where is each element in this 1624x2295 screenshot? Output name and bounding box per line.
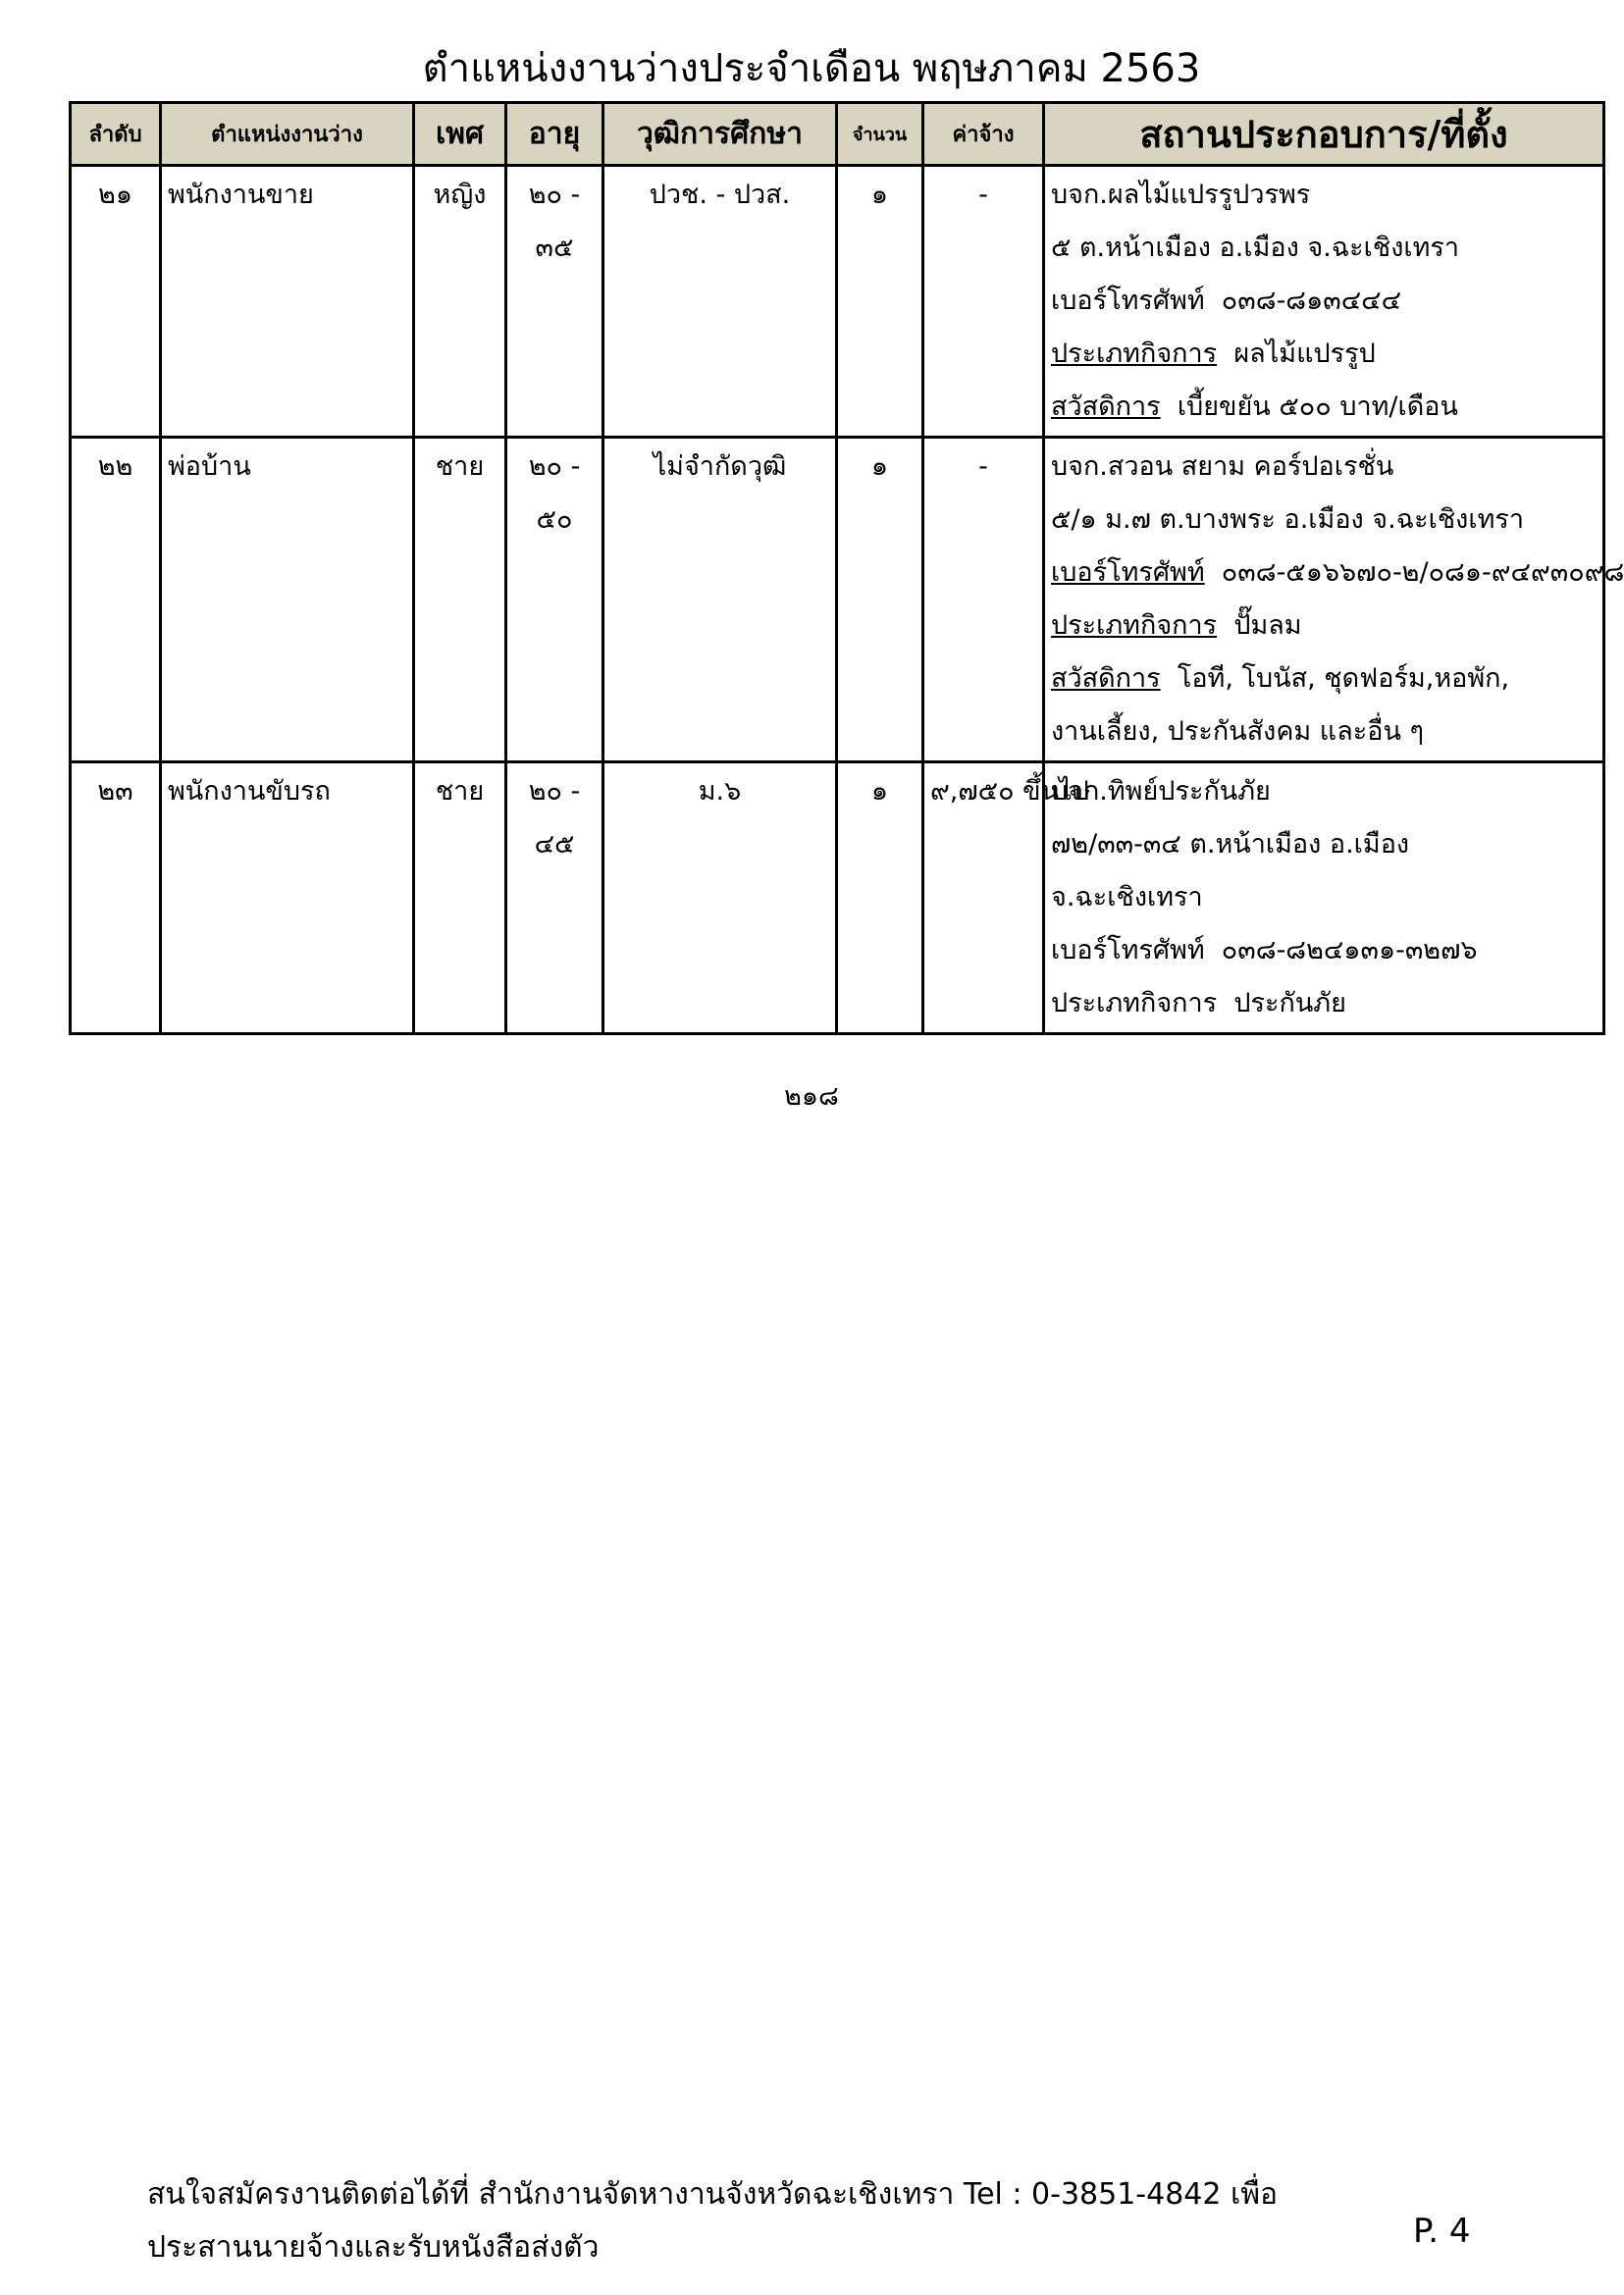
header-position: ตำแหน่งงานว่าง xyxy=(161,103,414,166)
cell-age: ๒๐ - ๓๕ xyxy=(506,166,603,438)
header-count: จำนวน xyxy=(837,103,923,166)
welfare-value: โอที, โบนัส, ชุดฟอร์ม,หอพัก, xyxy=(1177,663,1510,694)
cell-position: พนักงานขาย xyxy=(161,166,414,438)
table-row xyxy=(71,438,1604,762)
header-no: ลำดับ xyxy=(71,103,161,166)
cell-count: ๑ xyxy=(837,762,923,1034)
type-value: ผลไม้แปรรูป xyxy=(1233,339,1376,369)
cell-count: ๑ xyxy=(837,166,923,438)
company-name: บจก.สวอน สยาม คอร์ปอเรชั่น xyxy=(1051,451,1394,482)
page-label: P. 4 xyxy=(1413,2212,1471,2251)
cell-sex: ชาย xyxy=(414,762,506,1034)
type-label: ประเภทกิจการ xyxy=(1051,988,1218,1018)
cell-age: ๒๐ - ๔๕ xyxy=(506,762,603,1034)
header-sex: เพศ xyxy=(414,103,506,166)
company-address: ๗๒/๓๓-๓๔ ต.หน้าเมือง อ.เมือง xyxy=(1051,829,1410,860)
phone-value: ๐๓๘-๕๑๖๖๗๐-๒/๐๘๑-๙๔๙๓๐๙๘ xyxy=(1221,557,1624,588)
welfare-value: เบี้ยขยัน ๕๐๐ บาท/เดือน xyxy=(1177,391,1458,422)
phone-label: เบอร์โทรศัพท์ xyxy=(1051,286,1205,316)
cell-sex: หญิง xyxy=(414,166,506,438)
table-row xyxy=(71,166,1604,438)
phone-label: เบอร์โทรศัพท์ xyxy=(1051,935,1205,965)
cell-count: ๑ xyxy=(837,438,923,762)
header-company: สถานประกอบการ/ที่ตั้ง xyxy=(1044,103,1604,166)
cell-sex: ชาย xyxy=(414,438,506,762)
cell-no: ๒๓ xyxy=(71,762,161,1034)
cell-company xyxy=(1044,166,1604,438)
header-wage: ค่าจ้าง xyxy=(923,103,1044,166)
cell-no: ๒๑ xyxy=(71,166,161,438)
company-address-continued: จ.ฉะเชิงเทรา xyxy=(1051,882,1203,913)
type-label: ประเภทกิจการ xyxy=(1051,610,1218,641)
company-type xyxy=(1051,600,1597,652)
company-address: ๕/๑ ม.๗ ต.บางพระ อ.เมือง จ.ฉะเชิงเทรา xyxy=(1051,504,1525,535)
page-number: ๒๑๘ xyxy=(784,1081,839,1112)
type-label: ประเภทกิจการ xyxy=(1051,339,1218,369)
cell-position: พนักงานขับรถ xyxy=(161,762,414,1034)
company-phone xyxy=(1051,275,1597,328)
cell-wage: - xyxy=(923,438,1044,762)
page-title: ตำแหน่งงานว่างประจำเดือน พฤษภาคม 2563 xyxy=(422,46,1201,91)
cell-wage: - xyxy=(923,166,1044,438)
cell-education: ม.๖ xyxy=(603,762,837,1034)
company-address: ๕ ต.หน้าเมือง อ.เมือง จ.ฉะเชิงเทรา xyxy=(1051,233,1460,263)
company-type xyxy=(1051,977,1597,1030)
cell-company xyxy=(1044,762,1604,1034)
company-name: บจก.ทิพย์ประกันภัย xyxy=(1051,776,1271,807)
header-age: อายุ xyxy=(506,103,603,166)
company-phone xyxy=(1051,547,1624,600)
company-welfare xyxy=(1051,381,1597,434)
footer-line-2: ประสานนายจ้างและรับหนังสือส่งตัว xyxy=(147,2230,600,2265)
phone-value: ๐๓๘-๘๒๔๑๓๑-๓๒๗๖ xyxy=(1221,935,1478,965)
cell-position: พ่อบ้าน xyxy=(161,438,414,762)
footer-line-1: สนใจสมัครงานติดต่อได้ที่ สำนักงานจัดหางานจังหวัดฉะเชิงเทรา Tel : 0-3851-4842 เพื่อ xyxy=(147,2177,1279,2212)
company-type xyxy=(1051,328,1597,381)
cell-no: ๒๒ xyxy=(71,438,161,762)
type-value: ปั๊มลม xyxy=(1233,610,1302,641)
phone-value: ๐๓๘-๘๑๓๔๔๔ xyxy=(1221,286,1402,316)
type-value: ประกันภัย xyxy=(1233,988,1346,1018)
header-education: วุฒิการศึกษา xyxy=(603,103,837,166)
cell-company xyxy=(1044,438,1624,762)
table-row xyxy=(71,762,1604,1034)
welfare-label: สวัสดิการ xyxy=(1051,663,1161,694)
company-welfare-continued: งานเลี้ยง, ประกันสังคม และอื่น ๆ xyxy=(1051,716,1425,747)
table-header-row xyxy=(71,103,1604,166)
company-phone xyxy=(1051,924,1597,977)
company-name: บจก.ผลไม้แปรรูปวรพร xyxy=(1051,180,1311,210)
cell-education: ไม่จำกัดวุฒิ xyxy=(603,438,837,762)
cell-education: ปวช. - ปวส. xyxy=(603,166,837,438)
cell-age: ๒๐ - ๕๐ xyxy=(506,438,603,762)
cell-wage: ๙,๗๕๐ ขึ้นไป xyxy=(923,762,1044,1034)
welfare-label: สวัสดิการ xyxy=(1051,391,1161,422)
phone-label: เบอร์โทรศัพท์ xyxy=(1051,557,1205,588)
footer-contact xyxy=(147,2168,1423,2274)
job-vacancy-table xyxy=(69,101,1624,1035)
company-welfare xyxy=(1051,652,1597,705)
